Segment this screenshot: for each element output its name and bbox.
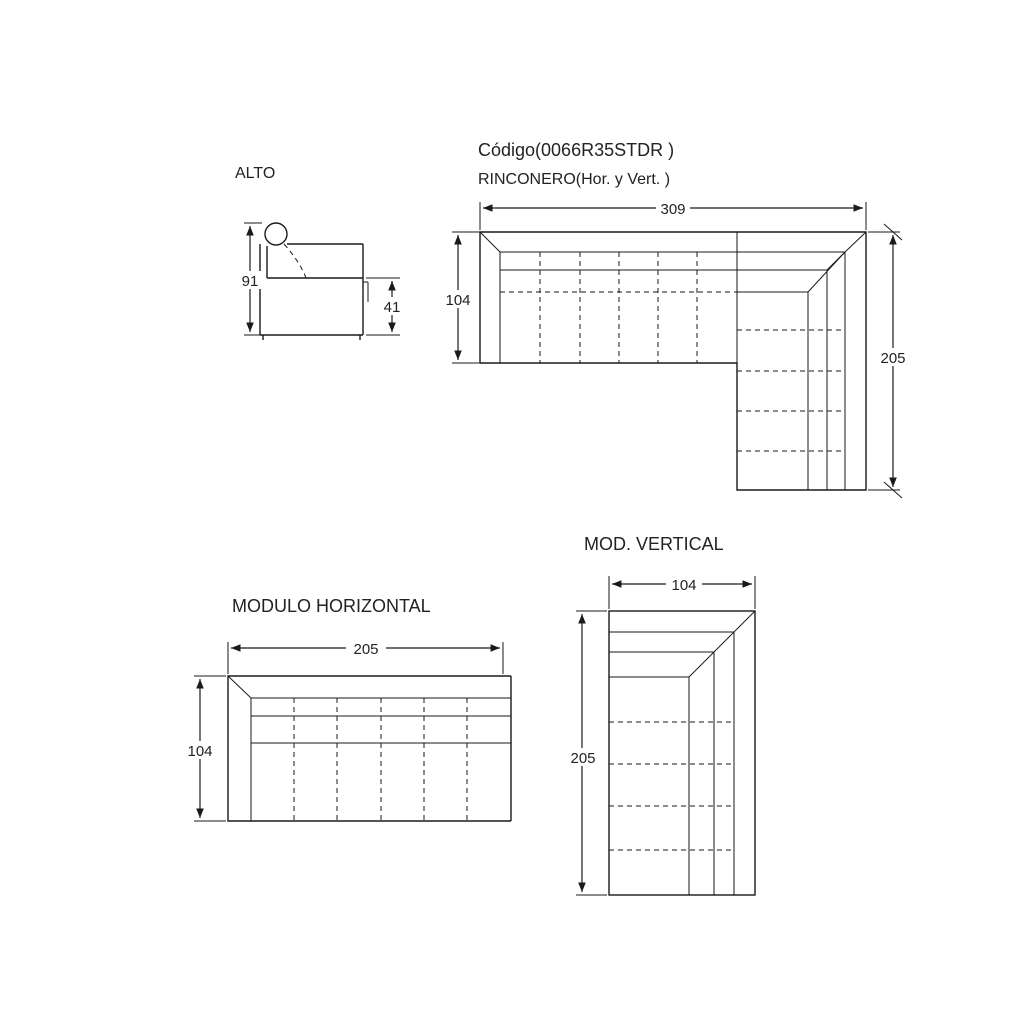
- corner-sofa-plan: [440, 199, 912, 498]
- seat-height-dimension-label: 41: [383, 299, 401, 316]
- corner-depth-label: 104: [445, 292, 471, 309]
- horizontal-module-plan: [182, 639, 511, 821]
- vertical-module-plan: [564, 575, 755, 895]
- horizontal-depth-label: 104: [187, 743, 213, 760]
- vertical-module-title: MOD. VERTICAL: [584, 534, 724, 554]
- horizontal-module-title: MODULO HORIZONTAL: [232, 596, 431, 616]
- corner-length-label: 205: [880, 350, 906, 367]
- vertical-width-label: 104: [671, 577, 697, 594]
- side-view: [238, 223, 403, 340]
- vertical-length-label: 205: [570, 750, 596, 767]
- corner-width-label: 309: [660, 201, 686, 218]
- alto-title: ALTO: [235, 165, 276, 182]
- height-dimension-label: 91: [241, 273, 259, 290]
- product-type: RINCONERO(Hor. y Vert. ): [478, 171, 671, 188]
- horizontal-width-label: 205: [353, 641, 379, 658]
- headrest-cushion: [265, 223, 287, 245]
- product-code: Código(0066R35STDR ): [478, 140, 675, 160]
- recline-path: [284, 244, 306, 278]
